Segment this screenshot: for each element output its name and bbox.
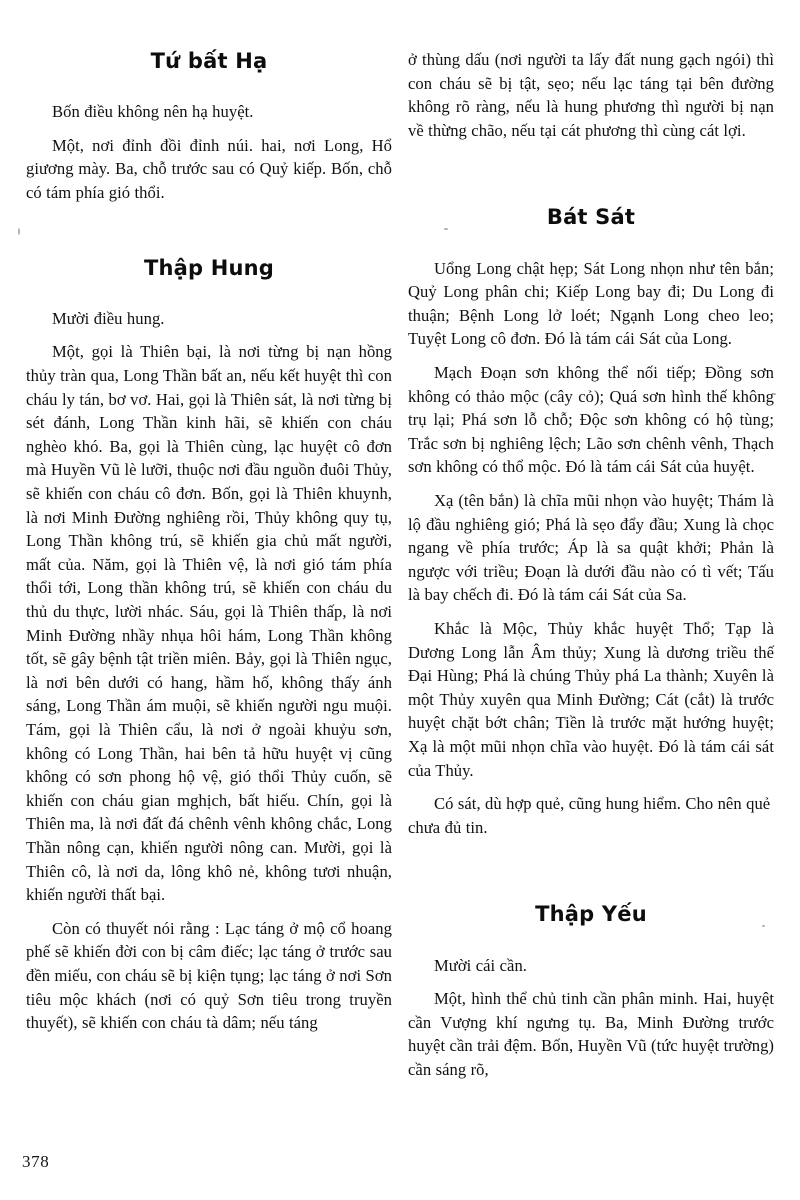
right-column xyxy=(408,48,774,1082)
left-column xyxy=(26,48,392,1035)
paragraph: Mười điều hung. xyxy=(52,308,165,328)
section-heading-thap-hung: Thập Hung xyxy=(143,255,275,280)
paragraph: Một, nơi đỉnh đồi đỉnh núi. hai, nơi Long, Hổ giương mày. Ba, chỗ trước sau có Quỷ kiếp. Bốn, chỗ có tám phía gió thổi. xyxy=(26,135,392,203)
paragraph: Một, gọi là Thiên bại, là nơi từng bị nạn hồng thủy tràn qua, Long Thần bất an, nếu kết huyệt thì con cháu ly tán, bơ vơ. Hai, gọi là Thiên sát, là nơi từng bị sét đánh, Long Thần kinh hãi, sẽ khiến con cháu nghèo khó. Ba, gọi là Thiên cùng, lạc huyệt cô đơn mà Huyền Vũ lè lưỡi, thuộc nơi đầu nguồn đuôi Thủy, sẽ khiến con cháu cô đơn. Bốn, gọi là Thiên khuynh, là nơi Minh Đường nghiêng rồi, Thủy không quy tụ, Long Thần không trú, sẽ khiến gia chủ mất người, mất của. Năm, gọi là Thiên vệ, là nơi gió tám phía thổi tới, Long thần không trú, sẽ khiến con cháu du thủ du thực, lười nhác. Sáu, gọi là Thiên thấp, là nơi Minh Đường nhầy nhụa hôi hám, Long Thần không tốt, sẽ gây bệnh tật triền miên. Bảy, gọi là Thiên ngục, là nơi bên dưới có hang, hầm hố, không thấy ánh sáng, Long Thần ám muội, sẽ khiến người ngu muội. Tám, gọi là Thiên cẩu, là nơi ở ngoài khuỷu sơn, không có Long Thần, hai bên tả hữu huyệt vị cũng không có sơn phong hộ vệ, gió thổi Thủy cuốn, sẽ khiến con cháu gian mghịch, bất hiếu. Chín, gọi là Thiên ma, là nơi đất đá chênh vênh không chắc, Long Thần nông cạn, khiến người nông can. Mười, gọi là Thiên cô, là nơi da, lông khô nẻ, không tươi nhuận, khiến người thất bại. xyxy=(26,342,392,905)
spacer xyxy=(408,928,774,954)
paragraph: Mạch Đoạn sơn không thể nối tiếp; Đồng sơn không có thảo mộc (cây cỏ); Quá sơn hình thế không trụ lại; Phá sơn lỗ chỗ; Độc sơn không có hộ tùng; Trắc sơn bị nghiêng lệch; Lão sơn chênh vênh, Thạch sơn không có thổ mộc. Đó là tám cái Sát của huyệt. xyxy=(408,363,774,477)
spacer xyxy=(408,977,774,987)
spacer xyxy=(408,142,774,204)
spacer xyxy=(408,351,774,361)
paragraph: Mười cái cần. xyxy=(434,955,527,975)
spacer xyxy=(26,330,392,340)
spacer xyxy=(26,281,392,307)
section-heading-bat-sat: Bát Sát xyxy=(546,205,636,230)
paragraph: Một, hình thể chủ tinh cần phân minh. Hai, huyệt cần Vượng khí ngưng tụ. Ba, Minh Đường trước huyệt cần trải đệm. Bốn, Huyền Vũ (tức huyệt trường) cần sáng rõ, xyxy=(408,989,774,1079)
scan-speckle xyxy=(18,228,20,235)
spacer xyxy=(26,74,392,100)
page-number: 378 xyxy=(22,1152,50,1171)
spacer xyxy=(408,479,774,489)
paragraph: Có sát, dù hợp quẻ, cũng hung hiểm. Cho nên quẻ chưa đủ tin. xyxy=(408,794,771,837)
spacer xyxy=(26,907,392,917)
spacer xyxy=(408,839,774,901)
paragraph: Khắc là Mộc, Thủy khắc huyệt Thổ; Tạp là Dương Long lẫn Âm thủy; Xung là dương triều thế Đại Hùng; Phá là chúng Thủy phá La thành; Xuyên là một Thủy xuyên qua Minh Đường; Cát (cắt) là trước huyệt chặt bớt chân; Tiền là trước mặt hướng huyệt; Xạ là một mũi nhọn chĩa vào huyệt. Đó là tám cái sát của Thủy. xyxy=(408,618,774,780)
spacer xyxy=(26,205,392,255)
spacer xyxy=(408,607,774,617)
spacer xyxy=(408,782,774,792)
paragraph: Còn có thuyết nói rằng : Lạc táng ở mộ cổ hoang phế sẽ khiến đời con bị câm điếc; lạc táng ở trước sau đền miếu, con cháu sẽ bị kiện tụng; lạc táng ở nơi Sơn tiêu mộc khách (nơi có quỷ Sơn tiêu trong truyền thuyết), sẽ khiến con cháu tà dâm; nếu táng xyxy=(26,918,392,1033)
spacer xyxy=(408,231,774,257)
spacer xyxy=(26,124,392,134)
paragraph: Xạ (tên bắn) là chĩa mũi nhọn vào huyệt; Thám là lộ đầu nghiêng gió; Phá là sẹo đẩy đầu; Xung là chọc ngang về phía trước; Áp là sa quật khởi; Phản là ngược với triều; Đoạn là dưới đầu nào có tì vết; Tấu là bay chếch đi. Đó là tám cái Sát của Sa. xyxy=(408,490,774,605)
section-heading-tu-bat-ha: Tứ bất Hạ xyxy=(150,49,268,73)
paragraph: Bốn điều không nên hạ huyệt. xyxy=(52,102,254,122)
section-heading-thap-yeu: Thập Yếu xyxy=(535,902,647,927)
paragraph: Uổng Long chật hẹp; Sát Long nhọn như tên bắn; Quỷ Long phân chi; Kiếp Long bay đi; Du Long đi thuận; Bệnh Long lở loét; Ngạnh Long cheo leo; Tuyệt Long cô đơn. Đó là tám cái Sát của Long. xyxy=(408,258,774,349)
continuation-paragraph: ở thùng dấu (nơi người ta lấy đất nung gạch ngói) thì con cháu sẽ bị tật, sẹo; nếu lạc táng tại bên đường không rõ ràng, nếu là hung phương thì người bị nạn về thừng chão, nếu tại cát phương thì cùng cát lợi. xyxy=(408,50,774,140)
